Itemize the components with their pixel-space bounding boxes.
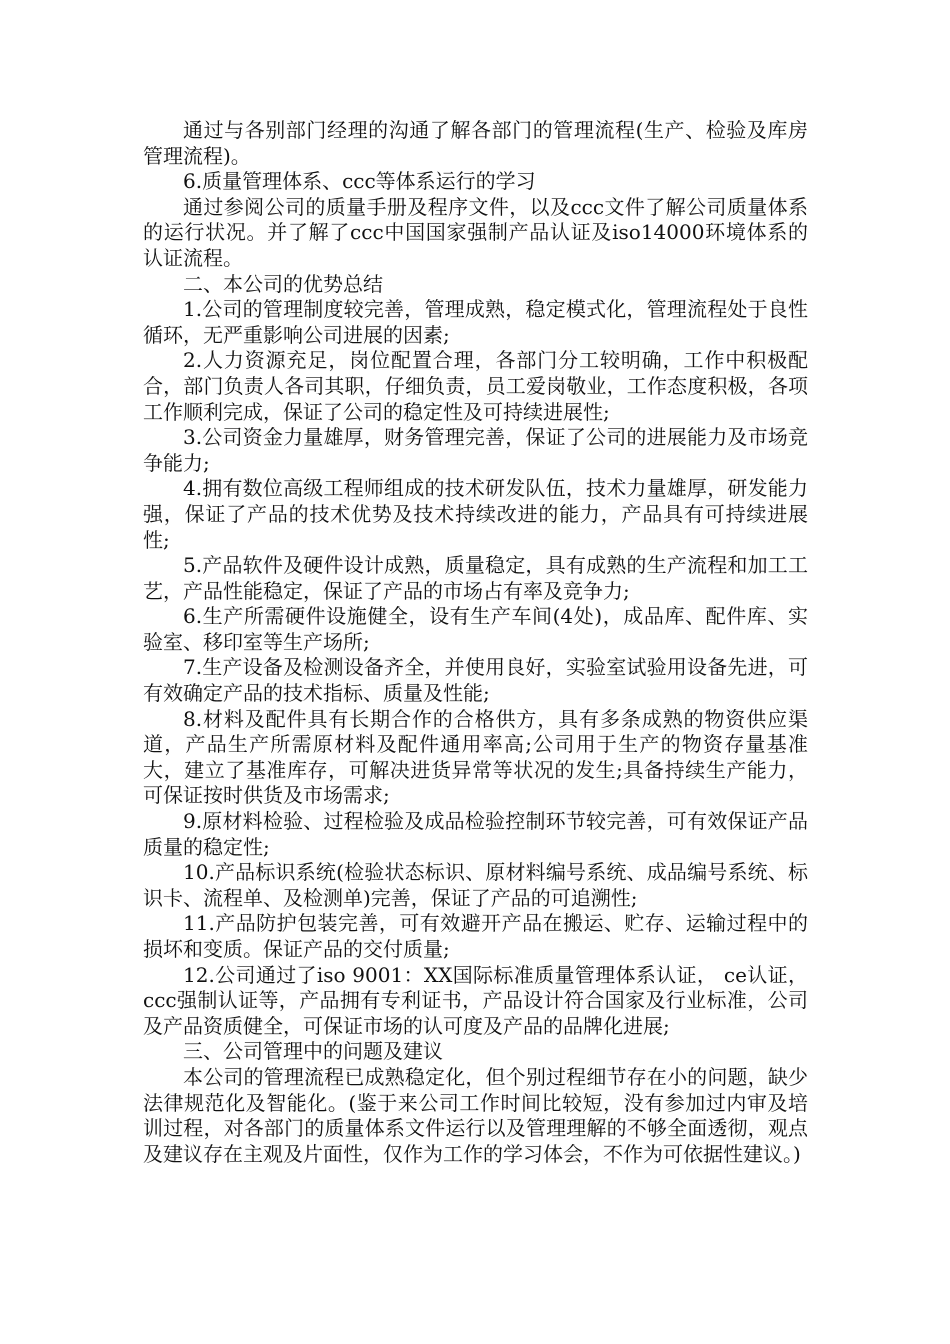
advantage-item-2: 2.人力资源充足，岗位配置合理，各部门分工较明确，工作中积极配合，部门负责人各司其职，仔细负责，员工爱岗敬业，工作态度积极，各项工作顺利完成，保证了公司的稳定性及可持续进展性; bbox=[143, 348, 808, 424]
advantage-item-9: 9.原材料检验、过程检验及成品检验控制环节较完善，可有效保证产品质量的稳定性; bbox=[143, 809, 808, 859]
advantage-item-3: 3.公司资金力量雄厚，财务管理完善，保证了公司的进展能力及市场竞争能力; bbox=[143, 425, 808, 475]
advantage-item-8: 8.材料及配件具有长期合作的合格供方，具有多条成熟的物资供应渠道，产品生产所需原材料及配件通用率高;公司用于生产的物资存量基准大，建立了基准库存，可解决进货异常等状况的发生;具备持续生产能力，可保证按时供货及市场需求; bbox=[143, 706, 808, 808]
paragraph-quality-system: 通过参阅公司的质量手册及程序文件，以及ccc文件了解公司质量体系的运行状况。并了解了ccc中国国家强制产品认证及iso14000环境体系的认证流程。 bbox=[143, 194, 808, 270]
advantage-item-11: 11.产品防护包装完善，可有效避开产品在搬运、贮存、运输过程中的损坏和变质。保证产品的交付质量; bbox=[143, 911, 808, 961]
advantage-item-1: 1.公司的管理制度较完善，管理成熟，稳定模式化，管理流程处于良性循环，无严重影响公司进展的因素; bbox=[143, 297, 808, 347]
document-page bbox=[143, 118, 808, 1167]
paragraph-management-flow: 通过与各别部门经理的沟通了解各部门的管理流程(生产、检验及库房管理流程)。 bbox=[143, 118, 808, 168]
advantage-item-6: 6.生产所需硬件设施健全，设有生产车间(4处)，成品库、配件库、实验室、移印室等生产场所; bbox=[143, 604, 808, 654]
advantage-item-12: 12.公司通过了iso 9001：XX国际标准质量管理体系认证， ce认证，ccc强制认证等，产品拥有专利证书，产品设计符合国家及行业标准，公司及产品资质健全，可保证市场的认可度及产品的品牌化进展; bbox=[143, 962, 808, 1038]
advantage-item-4: 4.拥有数位高级工程师组成的技术研发队伍，技术力量雄厚，研发能力强，保证了产品的技术优势及技术持续改进的能力，产品具有可持续进展性; bbox=[143, 476, 808, 552]
section-3-heading: 三、公司管理中的问题及建议 bbox=[183, 1039, 443, 1064]
section-2-heading: 二、本公司的优势总结 bbox=[183, 271, 383, 296]
advantage-item-5: 5.产品软件及硬件设计成熟，质量稳定，具有成熟的生产流程和加工工艺，产品性能稳定，保证了产品的市场占有率及竞争力; bbox=[143, 553, 808, 603]
advantage-item-7: 7.生产设备及检测设备齐全，并使用良好，实验室试验用设备先进，可有效确定产品的技术指标、质量及性能; bbox=[143, 655, 808, 706]
advantage-item-10: 10.产品标识系统(检验状态标识、原材料编号系统、成品编号系统、标识卡、流程单、及检测单)完善，保证了产品的可追溯性; bbox=[143, 860, 808, 910]
section-6-heading: 6.质量管理体系、ccc等体系运行的学习 bbox=[183, 169, 536, 194]
paragraph-problems-suggestions: 本公司的管理流程已成熟稳定化，但个别过程细节存在小的问题，缺少法律规范化及智能化。(鉴于来公司工作时间比较短，没有参加过内审及培训过程，对各部门的质量体系文件运行以及管理理解的不够全面透彻，观点及建议存在主观及片面性，仅作为工作的学习体会，不作为可依据性建议。) bbox=[143, 1064, 808, 1166]
